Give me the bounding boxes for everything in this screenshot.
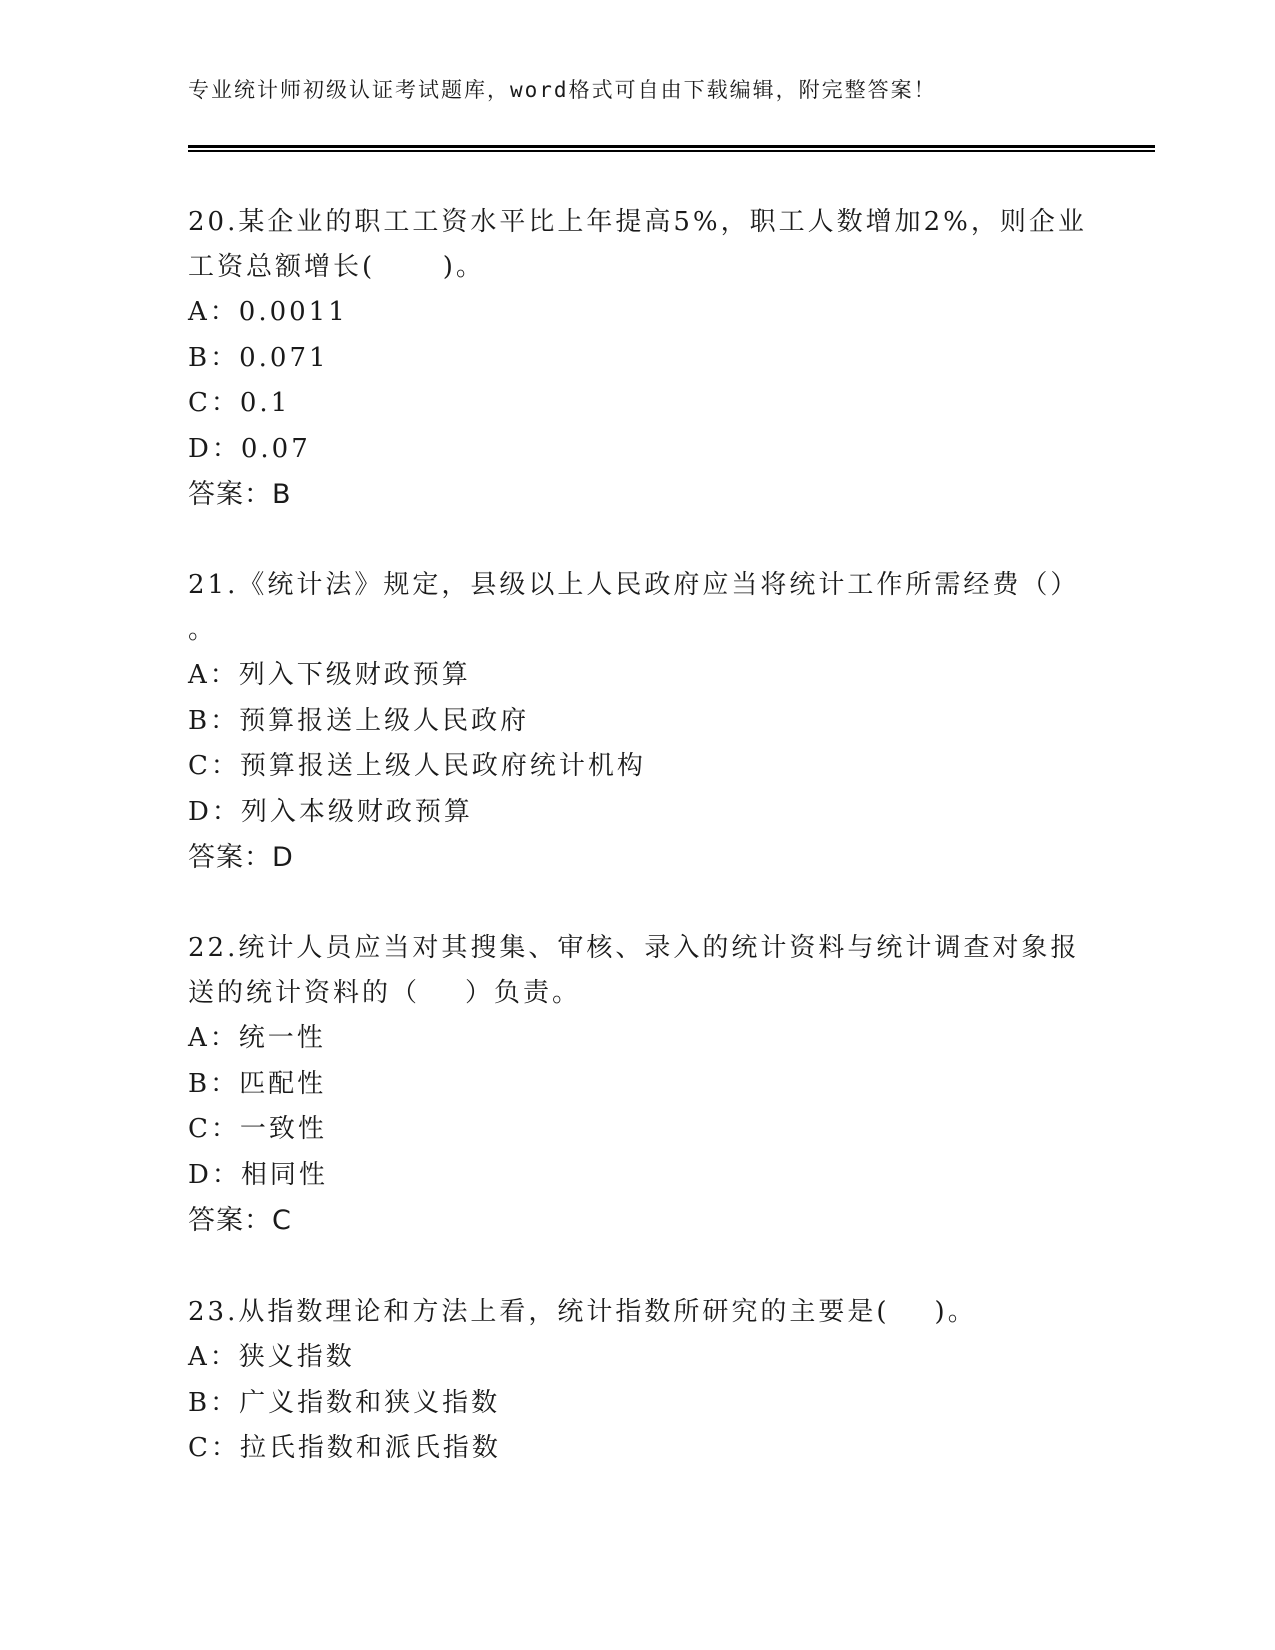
- question-stem-line: 。: [188, 615, 218, 645]
- option-a: A：统一性: [188, 1023, 326, 1053]
- option-b: B：广义指数和狭义指数: [188, 1387, 501, 1418]
- question-22: [188, 926, 1088, 1244]
- answer-label: 答案：D: [188, 842, 294, 873]
- question-stem-line: 22.统计人员应当对其搜集、审核、录入的统计资料与统计调查对象报: [188, 933, 1080, 963]
- option-b: B：0.071: [188, 342, 329, 373]
- option-a: A：列入下级财政预算: [188, 660, 471, 690]
- question-stem-line: 20.某企业的职工工资水平比上年提高5%，职工人数增加2%，则企业: [188, 207, 1087, 237]
- question-20: [188, 200, 1088, 518]
- option-d: D：相同性: [188, 1159, 328, 1190]
- option-c: C：预算报送上级人民政府统计机构: [188, 751, 646, 781]
- header-rule-thin: [188, 150, 1155, 152]
- option-b: B：匹配性: [188, 1068, 327, 1099]
- question-23: [188, 1290, 1088, 1472]
- question-stem-line: 23.从指数理论和方法上看，统计指数所研究的主要是( )。: [188, 1297, 977, 1327]
- option-a: A：狭义指数: [188, 1342, 355, 1372]
- answer-label: 答案：C: [188, 1205, 292, 1236]
- header-rule-thick: [188, 145, 1155, 148]
- option-d: D：0.07: [188, 433, 311, 464]
- question-stem-line: 工资总额增长( )。: [188, 252, 485, 282]
- question-stem-line: 21.《统计法》规定，县级以上人民政府应当将统计工作所需经费（）: [188, 570, 1080, 600]
- option-c: C：一致性: [188, 1114, 327, 1144]
- option-b: B：预算报送上级人民政府: [188, 705, 530, 736]
- option-d: D：列入本级财政预算: [188, 796, 473, 827]
- page-header: 专业统计师初级认证考试题库，word格式可自由下载编辑，附完整答案！: [188, 78, 937, 102]
- option-a: A：0.0011: [188, 297, 348, 327]
- question-21: [188, 563, 1088, 881]
- option-c: C：拉氏指数和派氏指数: [188, 1433, 501, 1463]
- answer-label: 答案：B: [188, 479, 292, 510]
- option-c: C：0.1: [188, 388, 291, 418]
- question-stem-line: 送的统计资料的（ ）负责。: [188, 978, 582, 1008]
